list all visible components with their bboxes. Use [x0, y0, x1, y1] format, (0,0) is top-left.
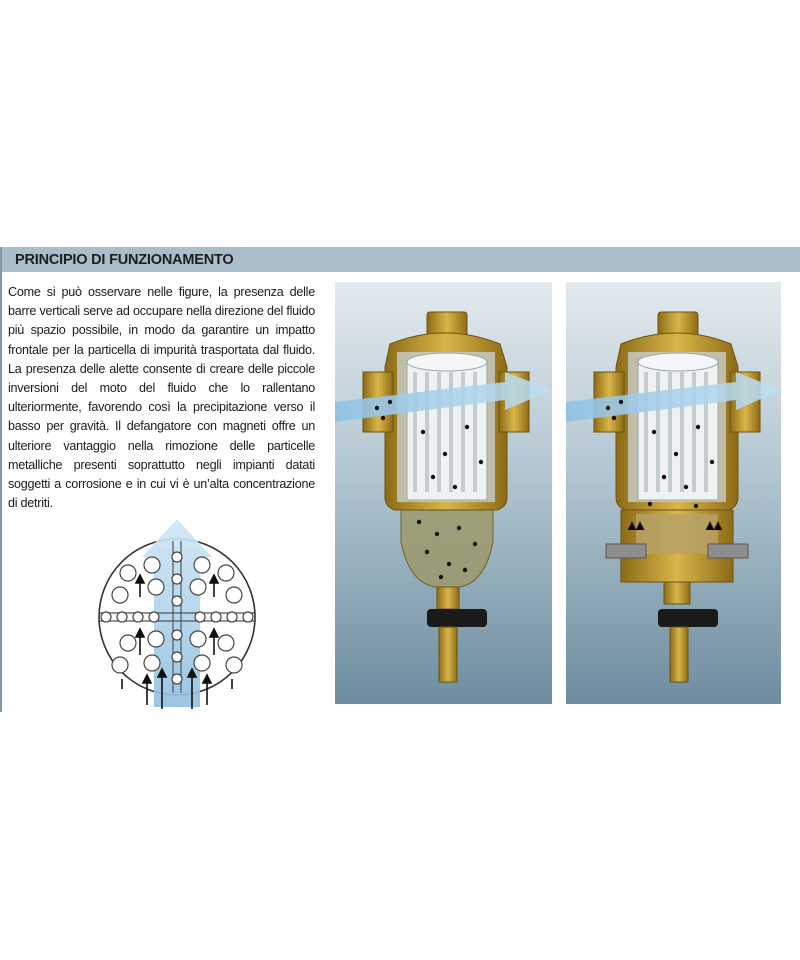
flow-cross-section-diagram	[92, 517, 262, 712]
section-title: PRINCIPIO DI FUNZIONAMENTO	[15, 252, 234, 268]
flow-cross-section-diagram-icon	[92, 517, 262, 712]
dirt-separator-magnetic-cutaway-panel	[566, 282, 781, 704]
dirt-separator-cutaway-icon	[335, 282, 552, 704]
dirt-separator-magnetic-cutaway-icon	[566, 282, 781, 704]
left-rule	[0, 247, 2, 712]
description-paragraph: Come si può osservare nelle figure, la presenza delle barre verticali serve ad occupare nella direzione del fluido più spazio possibile, in modo da garantire un impatto frontale per la particella di impurità trasportata dal fluido. La presenza delle alette consente di creare delle piccole inversioni del moto del fluido che lo rallentano ulteriormente, favorendo così la precipitazione verso il basso per gravità. Il defangatore con magneti offre un ulteriore vantaggio nella rimozione delle particelle metalliche presenti soprattutto negli impianti datati soggetti a corrosione e in cui vi è un’alta concentrazione di detriti.	[8, 285, 315, 511]
dirt-separator-cutaway-panel	[335, 282, 552, 704]
